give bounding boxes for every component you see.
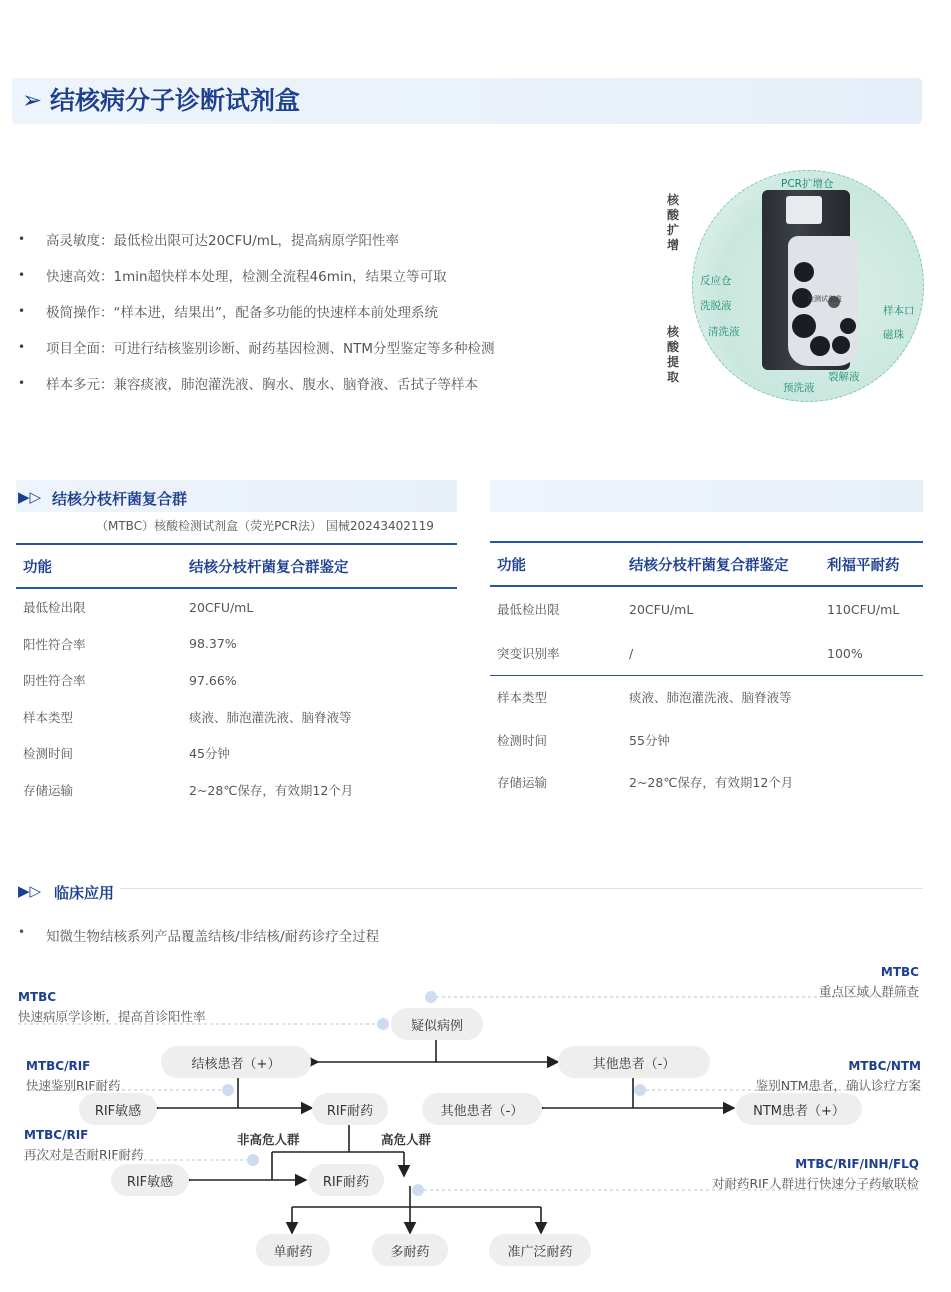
bullet-icon: • — [18, 340, 26, 354]
label-high-risk: 高危人群 — [381, 1132, 432, 1147]
table-cell: 20CFU/mL — [189, 599, 254, 615]
title-arrow-icon: ➢ — [22, 86, 43, 114]
annotation-text: 鉴别NTM患者，确认诊疗方案 — [755, 1078, 921, 1093]
feature-text: 快速高效：1min超快样本处理，检测全流程46min，结果立等可取 — [46, 269, 447, 285]
annotation-title: MTBC/RIF/INH/FLQ — [795, 1157, 919, 1171]
table-cell: 2~28℃保存，有效期12个月 — [629, 775, 794, 791]
node-ntm-patient: NTM患者（+） — [736, 1093, 862, 1125]
callout-reaction: 反应仓 — [700, 275, 732, 287]
table-cell: 样本类型 — [497, 690, 548, 706]
callout-pcr: PCR扩增仓 — [781, 178, 834, 190]
node-rif-resistant-1: RIF耐药 — [312, 1093, 388, 1125]
table-cell: / — [622, 631, 820, 676]
bullet-icon: • — [18, 376, 26, 390]
table-cell: 2~28℃保存，有效期12个月 — [189, 782, 354, 798]
table-cell: 20CFU/mL — [629, 601, 694, 617]
side-label-extraction: 核酸提取 — [667, 325, 680, 384]
table-cell: 存储运输 — [23, 782, 74, 798]
node-tb-patient: 结核患者（+） — [161, 1046, 311, 1078]
side-label-amplification: 核酸扩增 — [667, 193, 680, 252]
node-other-patient-top: 其他患者（-） — [558, 1046, 710, 1078]
table-header: 结核分枝杆菌复合群鉴定 — [622, 542, 820, 586]
section-marker-icon: ▶▷ — [18, 882, 42, 900]
feature-text: 样本多元：兼容痰液，肺泡灌洗液、胸水、腹水、脑脊液、舌拭子等样本 — [46, 377, 478, 393]
table-cell: 突变识别率 — [490, 631, 622, 676]
feature-text: 高灵敏度：最低检出限可达20CFU/mL，提高病原学阳性率 — [46, 233, 399, 249]
section-marker-icon: ▶▷ — [18, 488, 42, 506]
node-multi: 多耐药 — [372, 1234, 448, 1266]
table-cell: 存储运输 — [497, 775, 548, 791]
table-cell: 痰液、肺泡灌洗液、脑脊液等 — [629, 690, 792, 706]
annotation-text: 重点区域人群筛查 — [818, 984, 919, 999]
table-cell: 检测时间 — [497, 732, 548, 748]
bullet-icon: • — [18, 232, 26, 246]
annotation-text: 快速病原学诊断，提高首诊阳性率 — [18, 1009, 206, 1024]
node-rif-resistant-2: RIF耐药 — [308, 1164, 384, 1196]
section-subtitle: （MTBC）核酸检测试剂盒（荧光PCR法） 国械20243402119 — [96, 519, 434, 533]
callout-sample-port: 样本口 — [883, 305, 915, 317]
annotation-title: MTBC/NTM — [848, 1059, 921, 1073]
node-suspected: 疑似病例 — [391, 1008, 483, 1040]
section-title: 结核分枝杆菌复合群 — [52, 490, 188, 508]
annotation-title: MTBC — [18, 990, 57, 1004]
callout-beads: 磁珠 — [883, 329, 904, 341]
table-cell: 阳性符合率 — [23, 636, 86, 652]
table-cell: 98.37% — [189, 636, 237, 652]
bullet-icon: • — [18, 304, 26, 318]
feature-text: 极简操作：“样本进，结果出”，配备多功能的快速样本前处理系统 — [46, 305, 438, 321]
node-rif-sensitive-2: RIF敏感 — [111, 1164, 189, 1196]
bullet-icon: • — [18, 268, 26, 282]
annotation-text: 对耐药RIF人群进行快速分子药敏联检 — [711, 1176, 919, 1191]
label-non-high-risk: 非高危人群 — [237, 1132, 300, 1147]
annotation-text: 快速鉴别RIF耐药 — [26, 1078, 121, 1093]
table-header: 功能 — [490, 542, 622, 586]
callout-wash: 清洗液 — [708, 326, 740, 338]
table-cell: 110CFU/mL — [827, 601, 900, 617]
table-header: 功能 — [16, 544, 182, 588]
bullet-icon: • — [18, 925, 26, 939]
table-cell: 100% — [820, 631, 923, 676]
clinical-bullet-text: 知微生物结核系列产品覆盖结核/非结核/耐药诊疗全过程 — [46, 929, 380, 945]
feature-text: 项目全面：可进行结核鉴别诊断、耐药基因检测、NTM分型鉴定等多种检测 — [46, 341, 495, 357]
section-title-clinical: 临床应用 — [54, 884, 115, 902]
annotation-title: MTBC/RIF — [26, 1059, 91, 1073]
table-cell: 最低检出限 — [23, 600, 86, 616]
table-cell: 痰液、肺泡灌洗液、脑脊液等 — [189, 709, 352, 725]
callout-lysis: 裂解液 — [828, 371, 860, 383]
node-other-patient-mid: 其他患者（-） — [422, 1093, 542, 1125]
annotation-title: MTBC — [880, 965, 919, 979]
table-cell: 97.66% — [189, 672, 237, 688]
table-cell: 最低检出限 — [497, 602, 560, 617]
annotation-text: 再次对是否耐RIF耐药 — [24, 1147, 144, 1162]
callout-prewash: 预洗液 — [783, 382, 815, 394]
table-header: 结核分枝杆菌复合群鉴定 — [182, 544, 457, 588]
panel-label: 检测试剂盒 — [807, 295, 842, 303]
table-cell: 样本类型 — [23, 709, 74, 725]
table-cell: 45分钟 — [189, 746, 230, 762]
node-pre-xdr: 准广泛耐药 — [489, 1234, 591, 1266]
table-cell: 阴性符合率 — [23, 673, 86, 689]
page-title: 结核病分子诊断试剂盒 — [50, 86, 301, 115]
node-rif-sensitive-1: RIF敏感 — [79, 1093, 157, 1125]
callout-elution: 洗脱液 — [700, 300, 732, 312]
node-single: 单耐药 — [256, 1234, 330, 1266]
table-header: 利福平耐药 — [820, 542, 923, 586]
table-cell: 55分钟 — [629, 732, 670, 748]
table-cell: 检测时间 — [23, 746, 74, 762]
annotation-title: MTBC/RIF — [24, 1128, 89, 1142]
